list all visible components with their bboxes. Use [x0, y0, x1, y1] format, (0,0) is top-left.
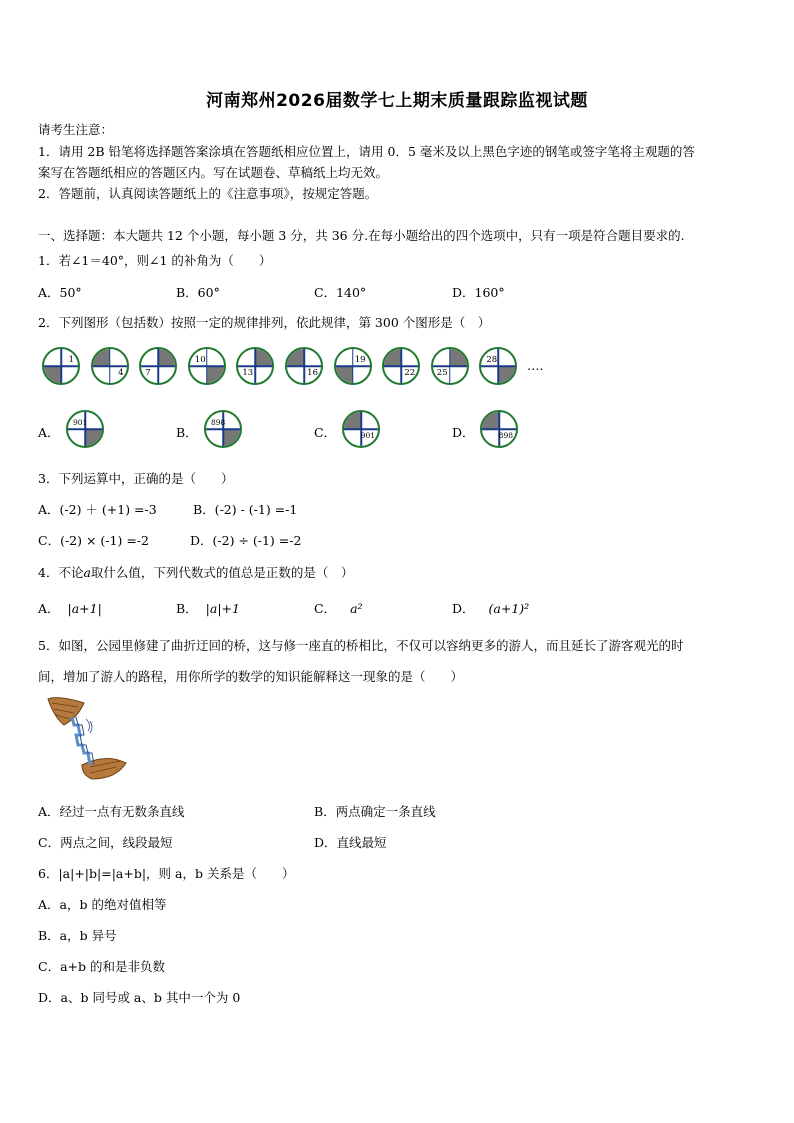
circle-quadrant-br [353, 366, 370, 383]
q1-option-d: D．160° [452, 285, 505, 300]
q2-ellipsis: …. [527, 358, 544, 373]
circle-vertical-divider [109, 349, 111, 383]
pattern-circle [42, 347, 80, 385]
circle-quadrant-br [450, 366, 467, 383]
circle-vertical-divider [498, 349, 500, 383]
q3-stem: 3．下列运算中，正确的是（ ） [38, 471, 234, 486]
pattern-circle [334, 347, 372, 385]
circle-quadrant-tr [85, 412, 102, 429]
circle-quadrant-tr [499, 412, 516, 429]
q4-stem-var: a [83, 565, 91, 580]
q2-option-label: C． [314, 425, 337, 440]
circle-vertical-divider [303, 349, 305, 383]
circle-quadrant-tl [93, 349, 110, 366]
q1-option-c: C．140° [314, 285, 367, 300]
circle-quadrant-tr [110, 349, 127, 366]
circle-quadrant-bl [93, 366, 110, 383]
q4-option-d-label: D． [452, 601, 475, 616]
circle-vertical-divider [157, 349, 159, 383]
q4-option-d [452, 599, 529, 617]
notice-item-2: 2．答题前，认真阅读答题纸上的《注意事项》，按规定答题。 [38, 186, 378, 201]
circle-quadrant-tl [287, 349, 304, 366]
circle-quadrant-bl [68, 429, 85, 446]
circle-quadrant-tr [255, 349, 272, 366]
circle-quadrant-bl [482, 429, 499, 446]
circle-quadrant-br [223, 429, 240, 446]
pattern-circle [91, 347, 129, 385]
circle-number: 28 [486, 355, 498, 365]
circle-quadrant-bl [287, 366, 304, 383]
circle-quadrant-bl [481, 366, 498, 383]
circle-vertical-divider [352, 349, 354, 383]
circle-quadrant-tl [384, 349, 401, 366]
notice-heading: 请考生注意： [38, 122, 114, 137]
q4-option-b [176, 599, 240, 617]
q4-option-c-expr: a² [350, 601, 363, 616]
circle-quadrant-tr [361, 412, 378, 429]
q5-option-c: C．两点之间，线段最短 [38, 835, 173, 850]
pattern-circle [188, 347, 226, 385]
circle-quadrant-bl [190, 366, 207, 383]
circle-number: 1 [68, 355, 74, 365]
q3-option-c: C．(-2) × (-1) =-2 [38, 533, 149, 548]
circle-quadrant-tl [433, 349, 450, 366]
pattern-circle [139, 347, 177, 385]
circle-number: 898 [211, 418, 226, 427]
circle-quadrant-bl [206, 429, 223, 446]
circle-quadrant-tr [401, 349, 418, 366]
q2-option-label: A． [38, 425, 60, 440]
circle-number: 901 [360, 431, 375, 440]
circle-quadrant-bl [336, 366, 353, 383]
circle-vertical-divider [60, 349, 62, 383]
circle-quadrant-bl [44, 366, 61, 383]
q5-option-b: B．两点确定一条直线 [314, 804, 436, 819]
q4-option-d-expr: (a+1)² [488, 601, 530, 616]
notice-item-1a: 1．请用 2B 铅笔将选择题答案涂填在答题纸相应位置上，请用 0．5 毫米及以上黑色字迹的钢笔或签字笔将主观题的答 [38, 144, 695, 159]
pattern-circle [479, 347, 517, 385]
circle-number: 10 [194, 355, 206, 365]
circle-number: 22 [404, 368, 416, 378]
circle-quadrant-br [255, 366, 272, 383]
notice-item-1b: 案写在答题纸相应的答题区内。写在试题卷、草稿纸上均无效。 [38, 165, 389, 180]
q6-option-a: A．a，b 的绝对值相等 [38, 897, 167, 912]
circle-vertical-divider [206, 349, 208, 383]
circle-vertical-divider [400, 349, 402, 383]
q4-option-b-label: B． [176, 601, 198, 616]
q1-stem: 1．若∠1＝40°，则∠1 的补角为（ ） [38, 253, 272, 268]
q4-stem-post: 取什么值，下列代数式的值总是正数的是（ ） [90, 565, 354, 580]
circle-number: 4 [118, 368, 124, 378]
pattern-circle [204, 410, 242, 448]
circle-quadrant-tl [336, 349, 353, 366]
q6-option-d: D．a、b 同号或 a、b 其中一个为 0 [38, 990, 241, 1005]
circle-quadrant-tr [207, 349, 224, 366]
circle-number: 19 [354, 355, 366, 365]
pattern-circle [382, 347, 420, 385]
q5-option-a: A．经过一点有无数条直线 [38, 804, 185, 819]
pattern-circle [342, 410, 380, 448]
circle-quadrant-tl [344, 412, 361, 429]
pattern-circle [480, 410, 518, 448]
q4-stem-pre: 4．不论 [38, 565, 84, 580]
circle-quadrant-br [85, 429, 102, 446]
circle-number: 25 [436, 368, 448, 378]
pattern-circle [285, 347, 323, 385]
zigzag-bridge-figure [44, 695, 128, 785]
q1-option-a: A．50° [38, 285, 82, 300]
section-heading: 一、选择题：本大题共 12 个小题，每小题 3 分，共 36 分.在每小题给出的四个选项中，只有一项是符合题目要求的. [38, 228, 685, 243]
q1-option-b: B．60° [176, 285, 220, 300]
circle-quadrant-tr [158, 349, 175, 366]
circle-quadrant-bl [344, 429, 361, 446]
q4-option-a-expr: |a+1| [67, 601, 102, 616]
q2-stem: 2．下列图形（包括数）按照一定的规律排列，依此规律，第 300 个图形是（ ） [38, 315, 491, 330]
pattern-circle [66, 410, 104, 448]
page-title: 河南郑州2026届数学七上期末质量跟踪监视试题 [206, 91, 588, 111]
pattern-circle [431, 347, 469, 385]
circle-quadrant-tl [482, 412, 499, 429]
q4-option-a [38, 599, 102, 617]
q4-option-c-label: C． [314, 601, 337, 616]
q3-option-b: B．(-2) - (-1) =-1 [193, 502, 298, 517]
circle-quadrant-bl [384, 366, 401, 383]
circle-quadrant-br [158, 366, 175, 383]
circle-quadrant-tl [44, 349, 61, 366]
circle-number: 16 [307, 368, 318, 378]
pattern-circle [236, 347, 274, 385]
q3-option-a: A．(-2) ＋ (+1) =-3 [38, 502, 157, 517]
q5-option-d: D．直线最短 [314, 835, 387, 850]
circle-quadrant-tr [223, 412, 240, 429]
q4-option-b-expr: |a|+1 [205, 601, 240, 616]
circle-vertical-divider [449, 349, 451, 383]
bridge-label-scribble [86, 719, 92, 733]
circle-quadrant-tr [498, 349, 515, 366]
q4-stem [38, 563, 353, 581]
circle-quadrant-br [207, 366, 224, 383]
q3-option-d: D．(-2) ÷ (-1) =-2 [190, 533, 302, 548]
circle-number: 13 [242, 368, 254, 378]
q4-option-a-label: A． [38, 601, 60, 616]
circle-number: 898 [498, 431, 513, 440]
circle-quadrant-br [498, 366, 515, 383]
circle-number: 901 [73, 418, 88, 427]
circle-quadrant-tl [141, 349, 158, 366]
q6-option-b: B．a，b 异号 [38, 928, 117, 943]
circle-quadrant-tr [450, 349, 467, 366]
q6-stem: 6．|a|+|b|=|a+b|，则 a，b 关系是（ ） [38, 866, 295, 881]
q2-option-label: B． [176, 425, 198, 440]
q5-stem-line2: 间，增加了游人的路程，用你所学的数学的知识能解释这一现象的是（ ） [38, 669, 464, 684]
circle-quadrant-br [61, 366, 78, 383]
q4-option-c [314, 599, 363, 617]
circle-quadrant-tl [238, 349, 255, 366]
circle-number: 7 [145, 368, 151, 378]
q2-option-label: D． [452, 425, 475, 440]
q6-option-c: C．a+b 的和是非负数 [38, 959, 165, 974]
circle-vertical-divider [255, 349, 257, 383]
q5-stem-line1: 5．如图，公园里修建了曲折迂回的桥，这与修一座直的桥相比，不仅可以容纳更多的游人，而且延长了游客观光的时 [38, 638, 684, 653]
circle-quadrant-tr [304, 349, 321, 366]
